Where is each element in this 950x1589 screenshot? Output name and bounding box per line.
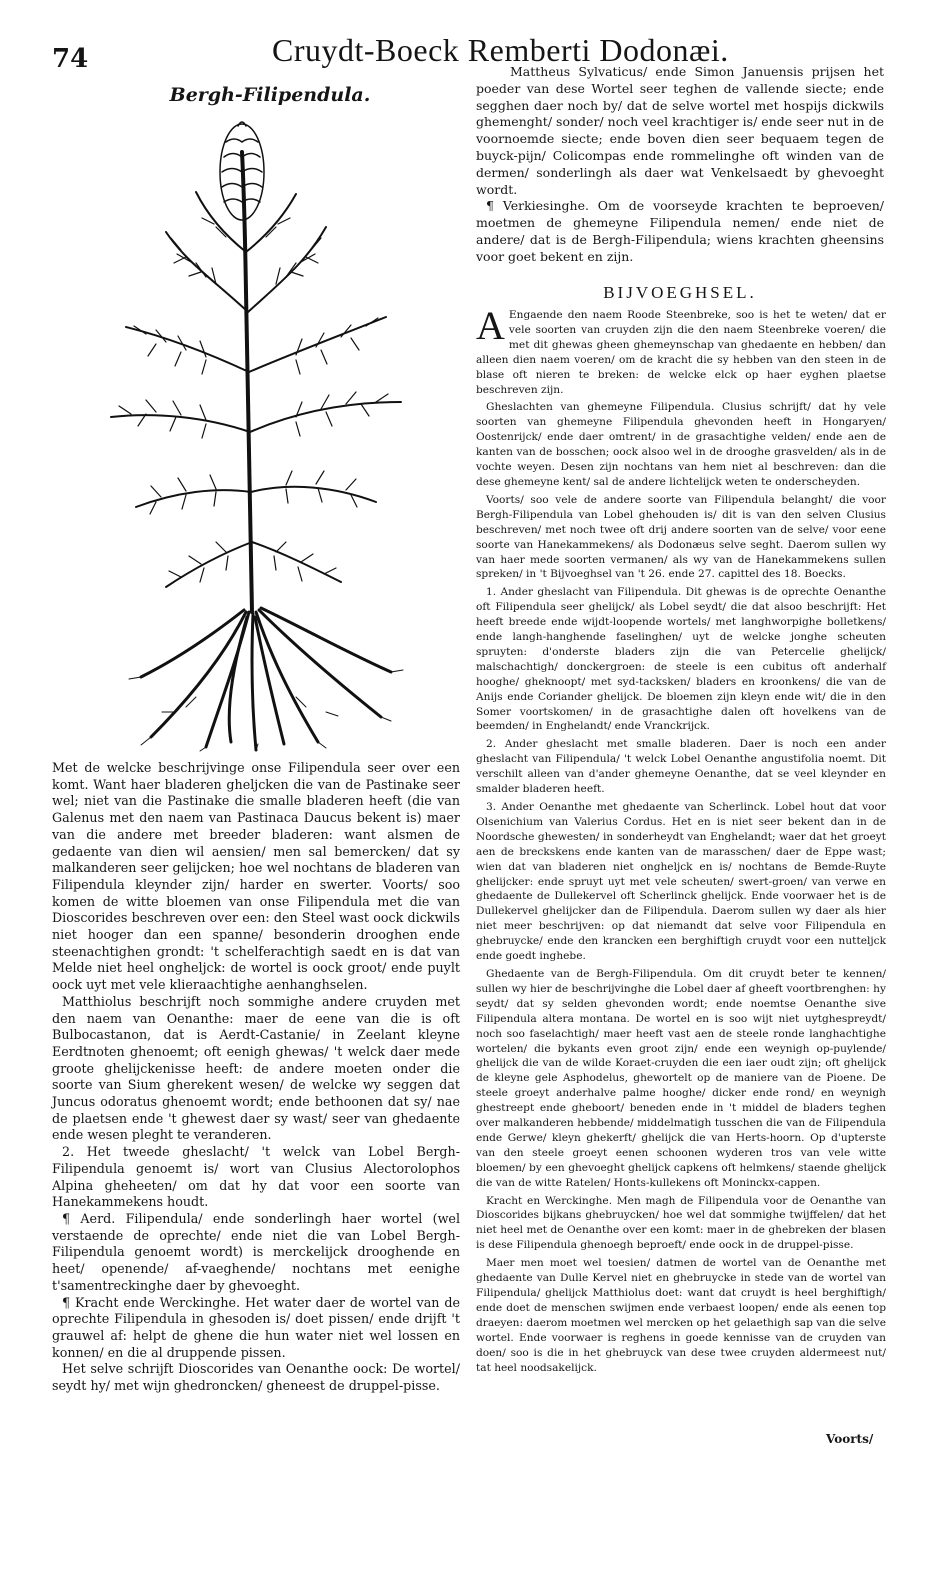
bijvoeghsel-paragraph: 2. Ander gheslacht met smalle bladeren. Daer is noch een ander gheslacht van Filipendula/ 't welck Lobel Oenanthe angustifolia noemt. Dit verschilt alleen van d'ander ghemeyne Oenanthe, dat se veel kleynder en smalder bladeren heeft. [476,738,886,796]
bijvoeghsel-paragraph-text: Engaende den naem Roode Steenbreke, soo is het te weten/ dat er vele soorten van cruyden zijn die den naem Steenbreke voeren/ die met dit ghewas gheen ghemeynschap van ghedaente en hebben/ dan alleen dien naem voeren/ om de kracht die sy hebben van den steen in de blase oft nieren te breken: de welcke elck op haer eyghen plaetse beschreven zijn. [476,309,886,396]
section-heading-bijvoeghsel: BIJVOEGHSEL. [603,283,757,302]
figure-caption: Bergh-Filipendula. [169,84,371,106]
bijvoeghsel-paragraph: Voorts/ soo vele de andere soorte van Filipendula belanght/ die voor Bergh-Filipendula van Lobel ghehouden is/ dit is van den selven Clusius beschreven/ met noch twee oft drij andere soorten van de selve/ voor eene soorte van Hanekammekens/ als Dodonæus selve seght. Daerom sullen wy van haer mede soorten vermanen/ als wy van de Hanekammekens sullen spreken/ in 't Bijvoeghsel van 't 26. ende 27. capittel des 18. Boecks. [476,493,886,581]
left-paragraph: Het selve schrijft Dioscorides van Oenanthe oock: De wortel/ seydt hy/ met wijn ghedroncken/ gheneest de druppel-pisse. [52,1361,460,1394]
bijvoeghsel-paragraph: 1. Ander gheslacht van Filipendula. Dit ghewas is de oprechte Oenanthe oft Filipendula seer ghelijck/ als Lobel seydt/ die dat alsoo beschrijft: Het heeft breede ende wijdt-loopende wortels/ met langhworpighe bolletkens/ ende langh-hanghende faselinghen/ uyt de welcke jonghe scheuten spruyten: d'onderste bladers zijn die van Petercelie ghelijck/ malschachtigh/ donckergroen: de steele is een cubitus oft anderhalf hooghe/ gheknoopt/ met syd-tacksken/ bladers en kroonkens/ die van de Anijs ende Coriander ghelijck. De bloemen zijn kleyn ende wit/ die in den Somer voortskomen/ in de grasachtighe dalen oft hovelkens van de beemden/ in Enghelandt/ ende Vranckrijck. [476,586,886,733]
left-paragraph: 2. Het tweede gheslacht/ 't welck van Lobel Bergh-Filipendula genoemt is/ wort van Clusius Alectorolophos Alpina gheheeten/ om dat hy dat voor een soorte van Hanekammekens houdt. [52,1144,460,1210]
catchword: Voorts/ [826,1432,874,1446]
page-number: 74 [52,44,89,74]
drop-cap-letter: A [476,303,505,348]
right-paragraph: Mattheus Sylvaticus/ ende Simon Januensis prijsen het poeder van dese Wortel seer teghen de vallende siecte; ende segghen daer noch by/ dat de selve wortel met hospijs dickwils ghemenght/ sonder/ noch veel krachtiger is/ ende seer nut in de voornoemde siecte; ende boven dien seer bequaem tegen de buyck-pijn/ Colicompas ende rommelinghe oft winden van de dermen/ sonderlingh als daer wat Venkelsaedt by ghevoeght wordt. [476,64,884,197]
bijvoeghsel-paragraph: Kracht en Werckinghe. Men magh de Filipendula voor de Oenanthe van Dioscorides bijkans ghebruycken/ hoe wel dat sommighe twijffelen/ dat het niet heel met de Oenanthe over een komt: maer in de ghebreken der blasen is dese Filipendula ghenoegh beproeft/ ende oock in de druppel-pisse. [476,1194,886,1252]
roots [141,608,391,750]
bijvoeghsel-paragraph: Maer men moet wel toesien/ datmen de wortel van de Oenanthe met ghedaente van Dulle Kervel niet en ghebruycke in stede van de wortel van Filipendula/ ghelijck Matthiolus doet: want dat cruydt is heel berghiftigh/ ende doet de menschen swijmen ende verbaest loopen/ ende als eenen top draeyen: daerom moetmen wel mercken op het gelaethigh sap van die selve wortel. Ende voorwaer is reghens in goede kennisse van de cruyden van doen/ soo is die in het ghebruyck van dese twee cruyden aldermeest nut/ tat heel noodsakelijck. [476,1257,886,1374]
bijvoeghsel-paragraph: 3. Ander Oenanthe met ghedaente van Scherlinck. Lobel hout dat voor Olsenichium van Valerius Cordus. Het en is niet seer bekent dan in de Noordsche ghewesten/ in sonderheydt van Enghelandt; waer dat het groeyt aen de breckskens ende kanten van de marasschen/ daer de Eppe wast; wien dat van bladeren niet ongheljck en is/ nochtans de Bemde-Ruyte ghelijcker: ende spruyt uyt met vele scheuten/ swert-groen/ van verwe en ghedaente de Dullekervel oft Scherlinck ghelijck. Ende voorwaer het is de Dullekervel ghelijcker dan de Filipendula. Daerom sullen wy daer als hier niet meer beschrijven: op dat niemandt dat selve voor Filipendula en ghebruycke/ ende den krancken een berghiftigh cruydt voor een nutteljck ende goedt inghebe. [476,801,886,963]
plant-woodcut-illustration [56,112,466,752]
bijvoeghsel-paragraph: Gheslachten van ghemeyne Filipendula. Clusius schrijft/ dat hy vele soorten van ghemeyne Filipendula ghevonden heeft in Hongaryen/ Oostenrijck/ ende daer omtrent/ in de grasachtighe velden/ ende aen de kanten van de bosschen; oock alsoo wel in de drooghe grasvelden/ als in de vochte weyen. Desen zijn nochtans van hem niet al beschreven: dan die dese ghemeyne kent/ sal de andere lichtelijck weten te onderscheyden. [476,401,886,488]
right-column-top-text [476,64,884,266]
leaflets [119,218,388,582]
branches [111,192,401,587]
bijvoeghsel-paragraph [476,303,886,397]
left-paragraph: Matthiolus beschrijft noch sommighe andere cruyden met den naem van Oenanthe: maer de eene van die is oft Bulbocastanon, dat is Aerdt-Castanie/ in Zeelant kleyne Eerdtnoten ghenoemt; oft eenigh ghewas/ 't welck daer mede groote ghelijckenisse heeft: de andere moeten onder die soorte van Sium gherekent wesen/ de welcke wy seggen dat Juncus odoratus ghenoemt wordt; ende bethoonen dat sy/ nae de plaetsen ende 't ghewest daer sy wast/ seer van ghedaente ende wesen pleght te veranderen. [52,993,460,1143]
bijvoeghsel-text [476,303,886,1378]
left-paragraph: ¶ Aerd. Filipendula/ ende sonderlingh haer wortel (wel verstaende de oprechte/ ende niet die van Lobel Bergh-Filipendula genoemt wordt) is merckelijck drooghende en heet/ openende/ af-vaeghende/ nochtans met eenighe t'samentreckinghe daer by ghevoeght. [52,1210,460,1293]
bijvoeghsel-paragraph: Ghedaente van de Bergh-Filipendula. Om dit cruydt beter te kennen/ sullen wy hier de beschrijvinghe die Lobel daer af gheeft voortbrenghen: hy seydt/ dat sy selden ghevonden wordt; ende noemtse Oenanthe sive Filipendula altera montana. De wortel en is soo wijt niet uytghespreydt/ noch soo faselachtigh/ maer heeft vast aen de steele ronde langhachtighe wortelen/ die bykants even groot zijn/ ende een weynigh op-puylende/ ghelijck die van de wilde Koraet-cruyden die een iaer oudt zijn; oft ghelijck de kleyne gele Asphodelus, ghewortelt op de maniere van de Pioene. De steele groeyt anderhalve palme hooghe/ dicker ende rond/ en weynigh ghestreept ende gheboort/ beneden ende in 't middel de bladers teghen over malkanderen hebbende/ middelmatigh tusschen die van de Filipendula ende Gerwe/ kleyn ghekerft/ ghelijck die van Herts-hoorn. Op d'upterste van den steele groeyt eenen schoonen wyderen tros van vele witte bloemen/ by een ghevoeght ghelijck capkens oft helmkens/ staende ghelijck die van de witte Ratelen/ Honts-kullekens oft Moninckx-cappen. [476,967,886,1189]
left-paragraph: ¶ Kracht ende Werckinghe. Het water daer de wortel van de oprechte Filipendula in ghesoden is/ doet pissen/ ende drijft 't grauwel af: helpt de ghene die hun water niet wel lossen en konnen/ en die al druppende pissen. [52,1294,460,1360]
right-paragraph: ¶ Verkiesinghe. Om de voorseyde krachten te beproeven/ moetmen de ghemeyne Filipendula nemen/ ende niet de andere/ dat is de Bergh-Filipendula; wiens krachten gheensins voor goet bekent en zijn. [476,198,884,264]
root-fibers [129,670,403,751]
running-head: Cruydt-Boeck Remberti Dodonæi. [272,32,729,68]
left-paragraph: Met de welcke beschrijvinge onse Filipendula seer over een komt. Want haer bladeren gheljcken die van de Pastinake seer wel; niet van die Pastinake die smalle bladeren heeft (die van Galenus met den naem van Pastinaca Daucus bekent is) maer van die andere met breeder bladeren: want alsmen de gedaente van dien wil aensien/ men sal bemercken/ dat sy malkanderen seer gelijcken; hoe wel nochtans de bladeren van Filipendula kleynder zijn/ harder en swerter. Voorts/ soo komen de witte bloemen van onse Filipendula met die van Dioscorides beschreven over een: den Steel wast oock dickwils niet hooger dan een spanne/ besonderin drooghen ende steenachtighen grondt: 't schelferachtigh saedt en is dat van Melde niet heel ongheljck: de wortel is oock groot/ ende puylt oock uyt met vele klieraachtighe aenhanghselen. [52,760,460,993]
left-column-text [52,760,460,1395]
